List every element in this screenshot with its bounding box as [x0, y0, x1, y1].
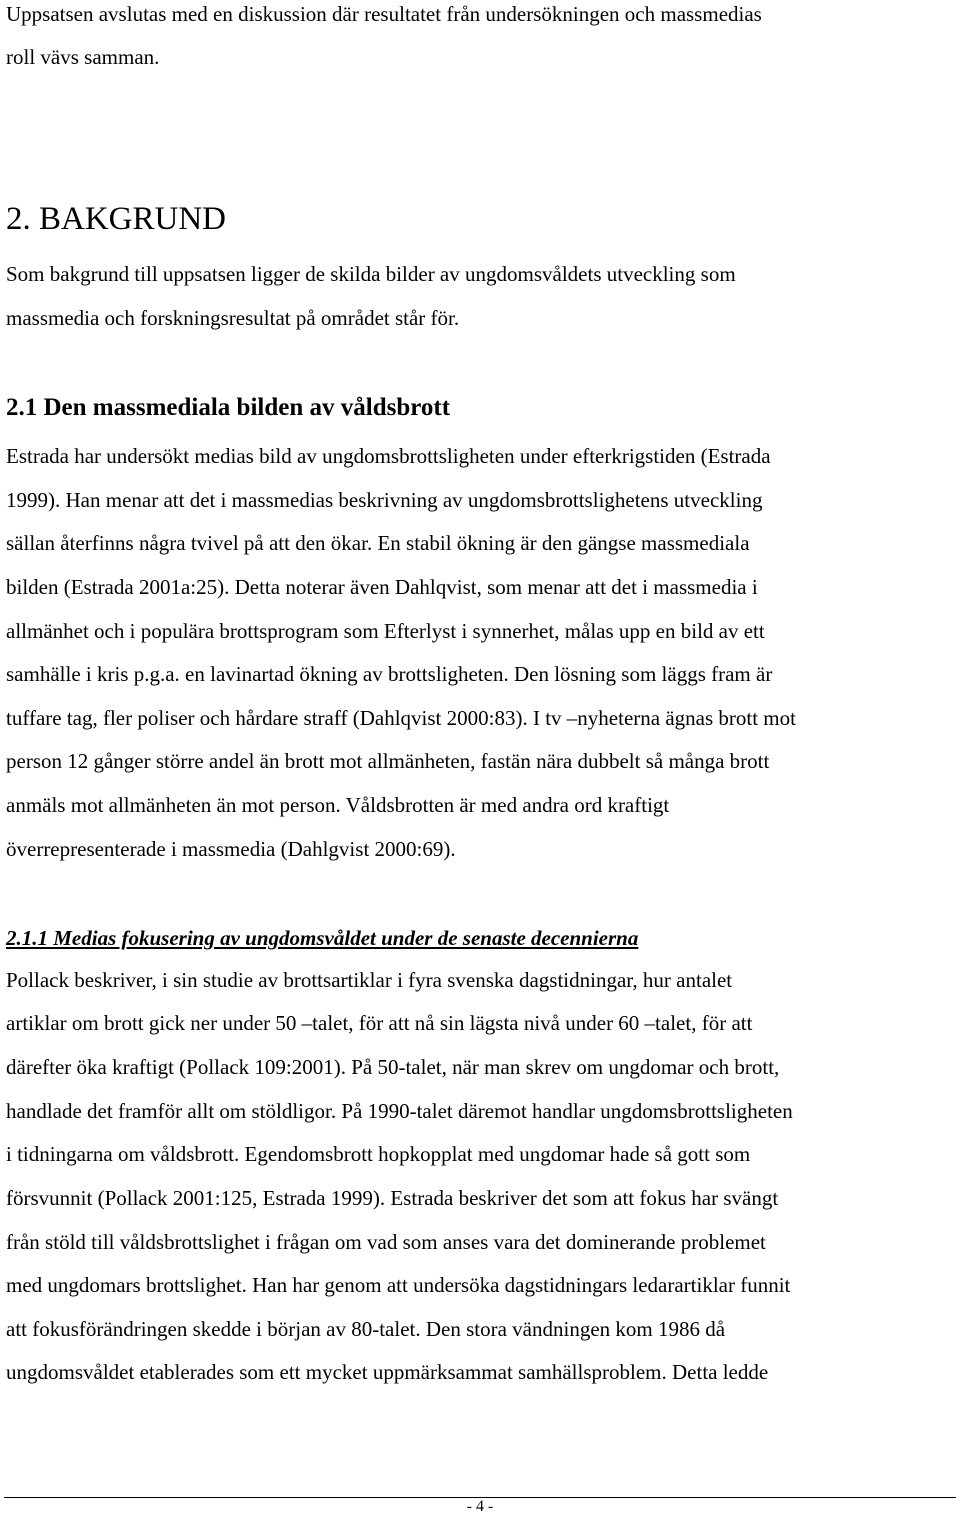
section-2-1-1-line-9: att fokusförändringen skedde i början av 80-talet. Den stora vändningen kom 1986 då — [6, 1317, 726, 1341]
section-2-1-1-line-2: artiklar om brott gick ner under 50 –talet, för att nå sin lägsta nivå under 60 –talet, för att — [6, 1011, 753, 1035]
section-2-1-line-6: samhälle i kris p.g.a. en lavinartad ökning av brottsligheten. Den lösning som läggs fram är — [6, 662, 773, 686]
section-2-1-line-3: sällan återfinns några tvivel på att den ökar. En stabil ökning är den gängse massmediala — [6, 531, 750, 555]
section-2-1-line-10: överrepresenterade i massmedia (Dahlgvist 2000:69). — [6, 837, 456, 861]
section-2-1-1-line-10: ungdomsvåldet etablerades som ett mycket uppmärksammat samhällsproblem. Detta ledde — [6, 1360, 769, 1384]
section-2-1-1-line-8: med ungdomars brottslighet. Han har genom att undersöka dagstidningars ledarartiklar funnit — [6, 1273, 791, 1297]
section-2-heading: 2. BAKGRUND — [6, 201, 227, 237]
section-2-1-1-line-7: från stöld till våldsbrottslighet i frågan om vad som anses vara det dominerande problemet — [6, 1230, 766, 1254]
section-2-1-line-4: bilden (Estrada 2001a:25). Detta noterar även Dahlqvist, som menar att det i massmedia i — [6, 575, 758, 599]
section-2-1-line-7: tuffare tag, fler poliser och hårdare straff (Dahlqvist 2000:83). I tv –nyheterna ägnas brott mot — [6, 706, 796, 730]
section-2-1-1-line-6: försvunnit (Pollack 2001:125, Estrada 1999). Estrada beskriver det som att fokus har svängt — [6, 1186, 779, 1210]
section-2-1-1-line-5: i tidningarna om våldsbrott. Egendomsbrott hopkopplat med ungdomar hade så gott som — [6, 1142, 751, 1166]
section-2-1-line-8: person 12 gånger större andel än brott mot allmänheten, fastän nära dubbelt så många brott — [6, 749, 770, 773]
section-2-line-1: Som bakgrund till uppsatsen ligger de skilda bilder av ungdomsvåldets utveckling som — [6, 262, 736, 286]
section-2-1-1-line-1: Pollack beskriver, i sin studie av brottsartiklar i fyra svenska dagstidningar, hur antalet — [6, 968, 733, 992]
intro-line-2: roll vävs samman. — [6, 45, 160, 69]
section-2-1-line-1: Estrada har undersökt medias bild av ungdomsbrottsligheten under efterkrigstiden (Estrada — [6, 444, 771, 468]
section-2-1-1-heading: 2.1.1 Medias fokusering av ungdomsvåldet under de senaste decennierna — [6, 926, 639, 950]
section-2-1-line-5: allmänhet och i populära brottsprogram som Efterlyst i synnerhet, målas upp en bild av ett — [6, 619, 765, 643]
section-2-1-1-line-3: därefter öka kraftigt (Pollack 109:2001). På 50-talet, när man skrev om ungdomar och brott, — [6, 1055, 780, 1079]
section-2-1-line-2: 1999). Han menar att det i massmedias beskrivning av ungdomsbrottslighetens utveckling — [6, 488, 763, 512]
section-2-line-2: massmedia och forskningsresultat på området står för. — [6, 306, 460, 330]
page-number: - 4 - — [466, 1498, 494, 1515]
section-2-1-1-line-4: handlade det framför allt om stöldligor. På 1990-talet däremot handlar ungdomsbrottsligheten — [6, 1099, 793, 1123]
intro-line-1: Uppsatsen avslutas med en diskussion där resultatet från undersökningen och massmedias — [6, 2, 762, 26]
section-2-1-heading: 2.1 Den massmediala bilden av våldsbrott — [6, 394, 451, 421]
section-2-1-line-9: anmäls mot allmänheten än mot person. Våldsbrotten är med andra ord kraftigt — [6, 793, 670, 817]
